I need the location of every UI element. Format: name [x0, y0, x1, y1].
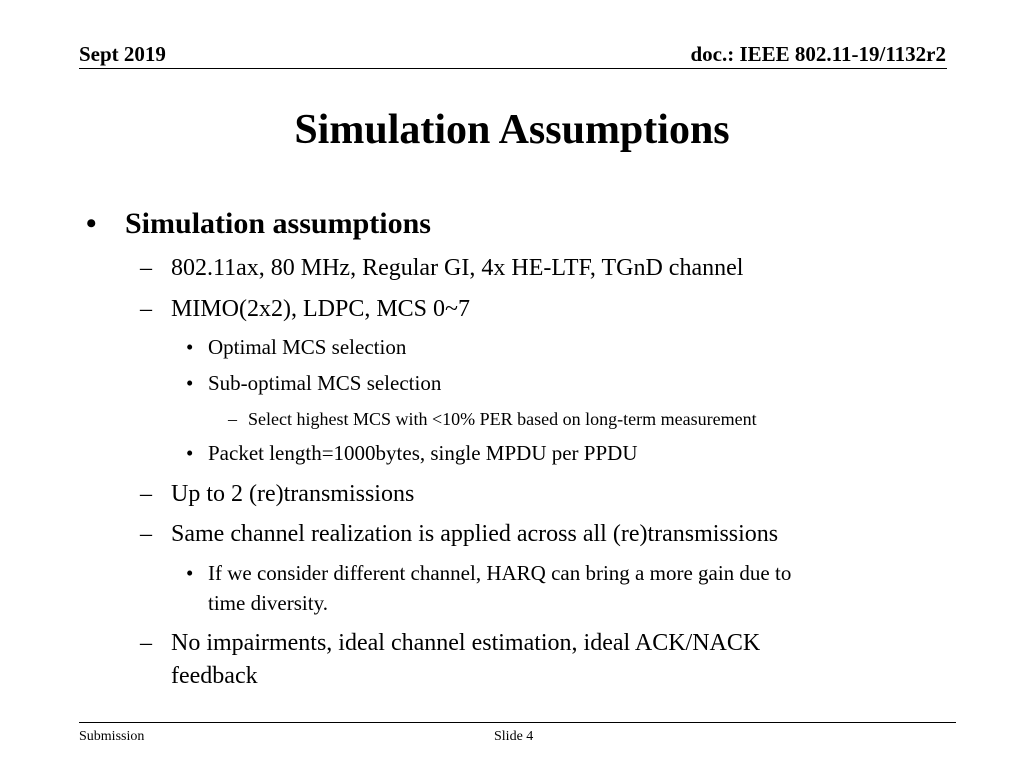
- footer-rule: [79, 722, 956, 723]
- bullet-item-channel: Same channel realization is applied across all (re)transmissions: [171, 521, 779, 547]
- bullet-marker: •: [86, 207, 97, 240]
- bullet-sub-optimal: Optimal MCS selection: [208, 335, 407, 359]
- dash-marker: –: [140, 481, 152, 507]
- slide-title: Simulation Assumptions: [294, 107, 730, 153]
- bullet-marker: •: [186, 561, 194, 585]
- bullet-item-mimo: MIMO(2x2), LDPC, MCS 0~7: [171, 296, 471, 322]
- dash-marker: –: [140, 255, 152, 281]
- bullet-sub-harq-line1: If we consider different channel, HARQ can bring a more gain due to: [208, 561, 792, 585]
- footer-slide-number: Slide 4: [494, 729, 534, 744]
- bullet-heading: Simulation assumptions: [125, 207, 431, 240]
- bullet-sub-suboptimal: Sub-optimal MCS selection: [208, 371, 442, 395]
- bullet-marker: •: [186, 335, 194, 359]
- dash-marker: –: [140, 521, 152, 547]
- bullet-marker: •: [186, 441, 194, 465]
- bullet-item-impair-line1: No impairments, ideal channel estimation, ideal ACK/NACK: [171, 630, 761, 656]
- bullet-item-impair-line2: feedback: [171, 663, 258, 689]
- header-rule: [79, 68, 947, 69]
- bullet-sub-harq-line2: time diversity.: [208, 591, 328, 615]
- dash-marker: –: [140, 630, 152, 656]
- bullet-item-retx: Up to 2 (re)transmissions: [171, 481, 415, 507]
- dash-marker: –: [140, 296, 152, 322]
- bullet-item-phy: 802.11ax, 80 MHz, Regular GI, 4x HE-LTF, TGnD channel: [171, 255, 744, 281]
- bullet-subsub-select: Select highest MCS with <10% PER based on long-term measurement: [248, 409, 757, 429]
- dash-marker: –: [228, 409, 237, 429]
- footer-submission: Submission: [79, 729, 145, 744]
- bullet-sub-packet: Packet length=1000bytes, single MPDU per PPDU: [208, 441, 638, 465]
- header-doc-id: doc.: IEEE 802.11-19/1132r2: [690, 42, 946, 66]
- header-date: Sept 2019: [79, 42, 166, 66]
- bullet-marker: •: [186, 371, 194, 395]
